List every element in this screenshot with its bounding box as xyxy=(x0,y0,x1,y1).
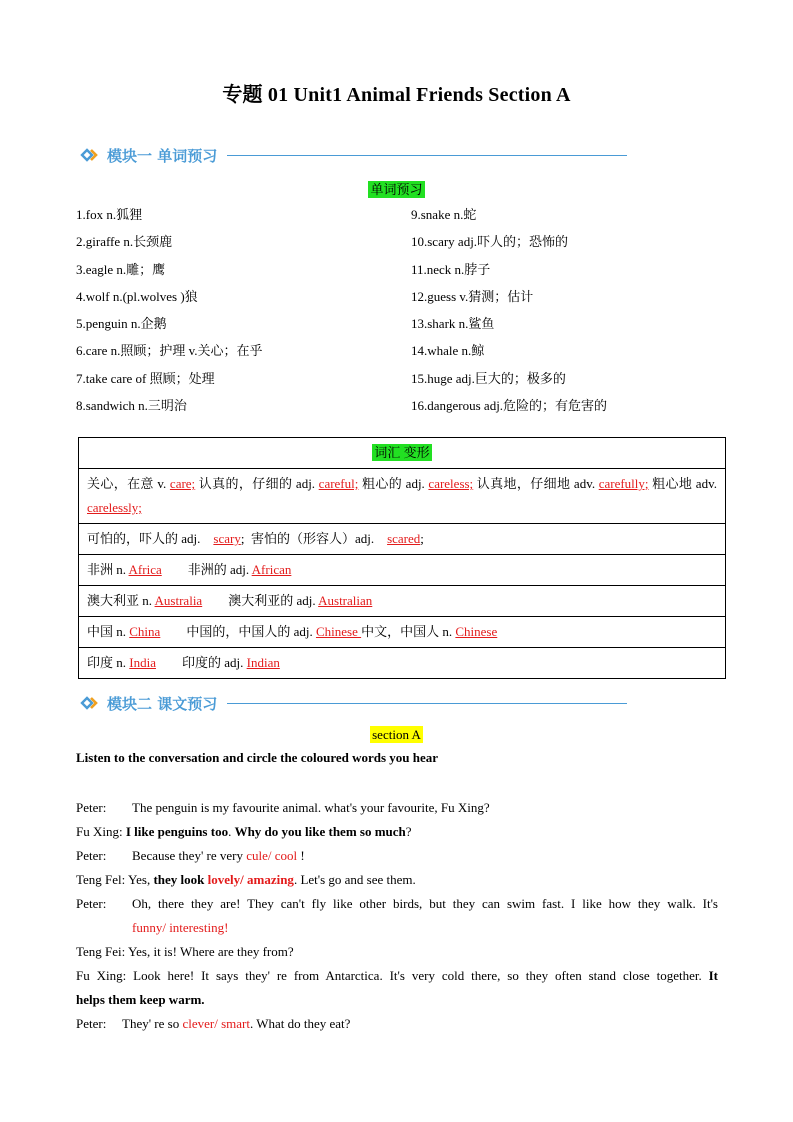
table-cell: 澳大利亚 n. Australia 澳大利亚的 adj. Australian xyxy=(79,586,726,617)
table-row xyxy=(79,648,726,679)
vocab-item: 12.guess v.猜测；估计 xyxy=(411,288,534,304)
vocab-row xyxy=(76,342,726,369)
vocab-row xyxy=(76,370,726,397)
vocab-row xyxy=(76,206,726,233)
section-tag: section A xyxy=(372,727,421,742)
vocab-item: 15.huge adj.巨大的；极多的 xyxy=(411,370,566,386)
vocab-list xyxy=(76,206,726,424)
table-row xyxy=(79,469,726,524)
dialogue-line: Peter: They' re so clever/ smart. What do they eat? xyxy=(76,1012,718,1036)
vocab-item: 9.snake n.蛇 xyxy=(411,207,477,222)
table-cell: 关心，在意 v. care; 认真的，仔细的 adj. careful; 粗心的 adj. careless; 认真地，仔细地 adv. carefully; 粗心地 adv. carelessly; xyxy=(79,469,726,524)
speaker: Teng Fei: xyxy=(76,944,126,959)
instruction: Listen to the conversation and circle the coloured words you hear xyxy=(76,750,439,765)
vocab-item: 11.neck n.脖子 xyxy=(411,261,491,277)
module-divider xyxy=(227,703,627,704)
module-divider xyxy=(227,155,627,156)
page-title: 专题 01 Unit1 Animal Friends Section A xyxy=(222,84,571,106)
word-forms-table xyxy=(78,437,726,679)
dialogue-line: Teng Fei: Yes, it is! Where are they from? xyxy=(76,944,294,959)
table-row xyxy=(79,524,726,555)
double-chevron-icon xyxy=(80,147,102,163)
vocab-item: 10.scary adj.吓人的；恐怖的 xyxy=(411,234,569,250)
vocab-row xyxy=(76,261,726,288)
speaker: Fu Xing: xyxy=(76,968,127,983)
vocab-row xyxy=(76,397,726,424)
vocab-row xyxy=(76,288,726,315)
dialogue-line: Peter: Oh, there they are! They can't fly like other birds, but they can swim fast. I like how they walk. It's funny/ interesting! xyxy=(76,892,718,940)
speaker: Teng Fel: xyxy=(76,872,126,887)
speaker: Peter: xyxy=(76,800,107,815)
vocab-item: 13.shark n.鲨鱼 xyxy=(411,316,495,332)
speaker: Peter: xyxy=(76,848,107,863)
module-title: 模块一 单词预习 xyxy=(107,146,218,165)
speaker: Peter: xyxy=(76,896,107,911)
table-cell: 中国 n. China 中国的，中国人的 adj. Chinese 中文，中国人 n. Chinese xyxy=(79,617,726,648)
vocab-item: 14.whale n.鲸 xyxy=(411,343,485,359)
dialogue-line: Peter: Because they' re very cule/ cool ! xyxy=(76,844,718,868)
speaker: Peter: xyxy=(76,1016,107,1031)
table-row xyxy=(79,555,726,586)
table-cell: 印度 n. India 印度的 adj. Indian xyxy=(79,648,726,679)
vocab-item: 1.fox n.狐狸 xyxy=(76,207,143,222)
vocab-item: 6.care n.照顾；护理 v.关心；在乎 xyxy=(76,343,263,359)
module-heading-2 xyxy=(80,692,627,714)
vocab-item: 16.dangerous adj.危险的；有危害的 xyxy=(411,398,608,414)
table-cell: 非洲 n. Africa 非洲的 adj. African xyxy=(79,555,726,586)
module-title: 模块二 课文预习 xyxy=(107,694,218,713)
vocab-item: 3.eagle n.雕；鹰 xyxy=(76,261,166,277)
dialogue-line: Peter: The penguin is my favourite animal. what's your favourite, Fu Xing? xyxy=(76,796,718,820)
vocab-item: 5.penguin n.企鹅 xyxy=(76,316,167,332)
speaker: Fu Xing: xyxy=(76,824,123,839)
dialogue-line: Fu Xing: I like penguins too. Why do you like them so much? xyxy=(76,824,412,839)
dialogue-line: Teng Fel: Yes, they look lovely/ amazing. Let's go and see them. xyxy=(76,872,416,887)
vocab-row xyxy=(76,315,726,342)
dialogue-line: Fu Xing: Look here! It says they' re from Antarctica. It's very cold there, so they often stand close together. It helps them keep warm. xyxy=(76,968,718,1007)
double-chevron-icon xyxy=(80,695,102,711)
table-row xyxy=(79,617,726,648)
module-heading-1 xyxy=(80,144,627,166)
table-cell: 可怕的，吓人的 adj. scary; 害怕的（形容人）adj. scared; xyxy=(79,524,726,555)
vocab-item: 8.sandwich n.三明治 xyxy=(76,398,187,414)
vocab-row xyxy=(76,233,726,260)
vocab-item: 7.take care of 照顾；处理 xyxy=(76,370,215,386)
table-row xyxy=(79,438,726,469)
table-row xyxy=(79,586,726,617)
vocab-item: 2.giraffe n.长颈鹿 xyxy=(76,234,173,250)
vocab-item: 4.wolf n.(pl.wolves )狼 xyxy=(76,288,198,304)
vocab-tag: 单词预习 xyxy=(370,182,423,197)
table-header: 词汇 变形 xyxy=(79,438,726,469)
